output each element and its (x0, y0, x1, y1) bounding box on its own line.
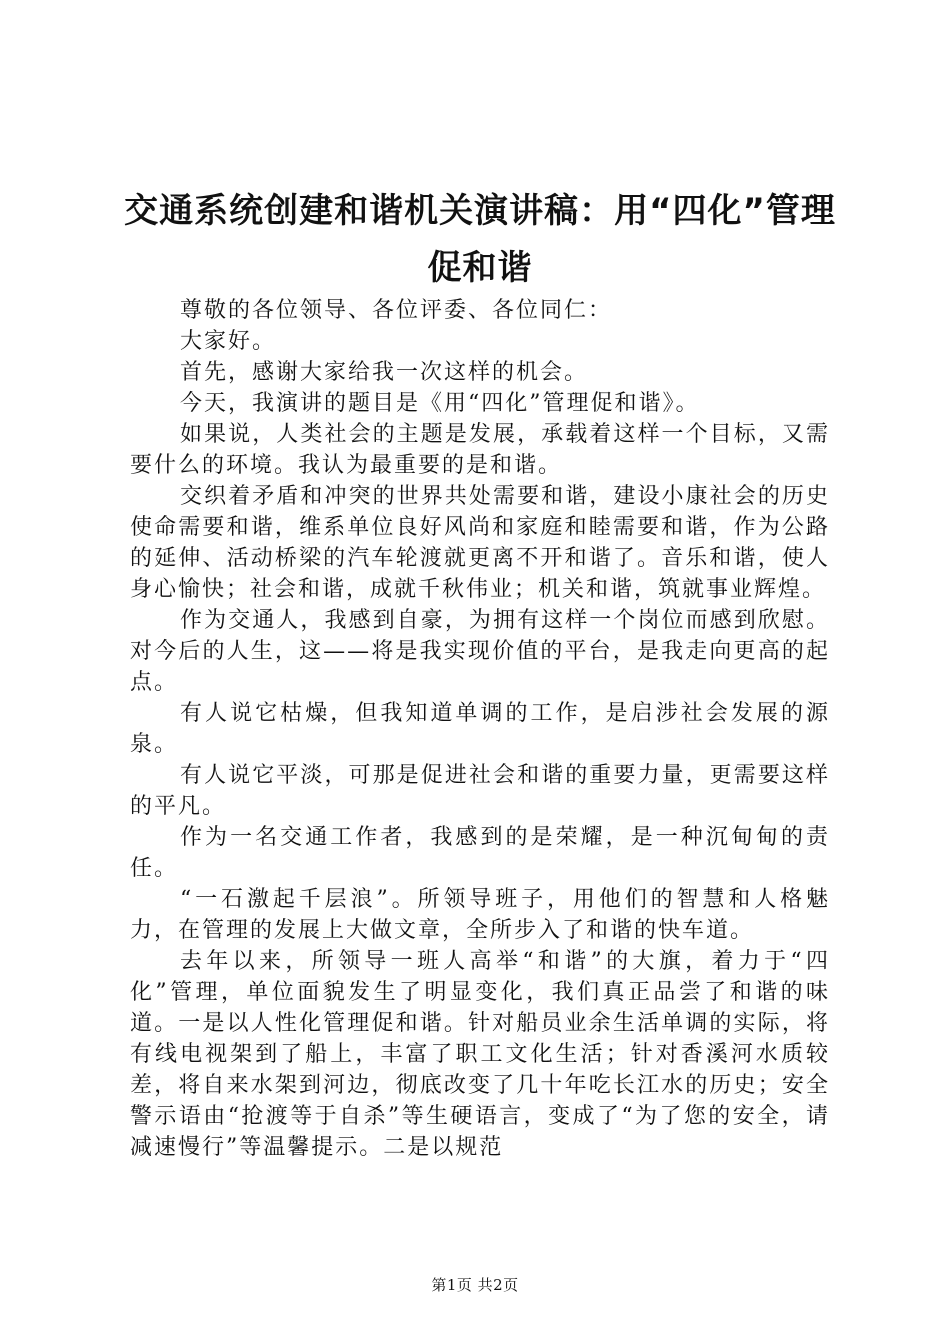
paragraph: 作为交通人，我感到自豪，为拥有这样一个岗位而感到欣慰。对今后的人生，这——将是我实现价值的平台，是我走向更高的起点。 (130, 608, 830, 695)
document-title: 交通系统创建和谐机关演讲稿：用“四化”管理促和谐 (124, 191, 836, 288)
page-number-footer: 第1页 共2页 (431, 1276, 519, 1294)
paragraph: 交织着矛盾和冲突的世界共处需要和谐，建设小康社会的历史使命需要和谐，维系单位良好风尚和家庭和睦需要和谐，作为公路的延伸、活动桥梁的汽车轮渡就更离不开和谐了。音乐和谐，使人身心愉快；社会和谐，成就千秋伟业；机关和谐，筑就事业辉煌。 (130, 484, 830, 602)
paragraph-greeting: 大家好。 (180, 329, 277, 354)
paragraph: 首先，感谢大家给我一次这样的机会。 (180, 360, 589, 385)
document-body (130, 295, 830, 1163)
paragraph: 作为一名交通工作者，我感到的是荣耀，是一种沉甸甸的责任。 (130, 825, 830, 881)
paragraph: 有人说它枯燥，但我知道单调的工作，是启涉社会发展的源泉。 (130, 701, 830, 757)
paragraph: 去年以来，所领导一班人高举“和谐”的大旗，着力于“四化”管理，单位面貌发生了明显变化，我们真正品尝了和谐的味道。一是以人性化管理促和谐。针对船员业余生活单调的实际，将有线电视架到了船上，丰富了职工文化生活；针对香溪河水质较差，将自来水架到河边，彻底改变了几十年吃长江水的历史；安全警示语由“抢渡等于自杀”等生硬语言，变成了“为了您的安全，请减速慢行”等温馨提示。二是以规范 (130, 949, 830, 1160)
paragraph: 今天，我演讲的题目是《用“四化”管理促和谐》。 (180, 391, 700, 416)
paragraph: 如果说，人类社会的主题是发展，承载着这样一个目标，又需要什么的环境。我认为最重要的是和谐。 (130, 422, 830, 478)
paragraph: “一石激起千层浪”。所领导班子，用他们的智慧和人格魅力，在管理的发展上大做文章，全所步入了和谐的快车道。 (130, 887, 830, 943)
paragraph-salutation: 尊敬的各位领导、各位评委、各位同仁： (180, 298, 613, 323)
paragraph: 有人说它平淡，可那是促进社会和谐的重要力量，更需要这样的平凡。 (130, 763, 830, 819)
